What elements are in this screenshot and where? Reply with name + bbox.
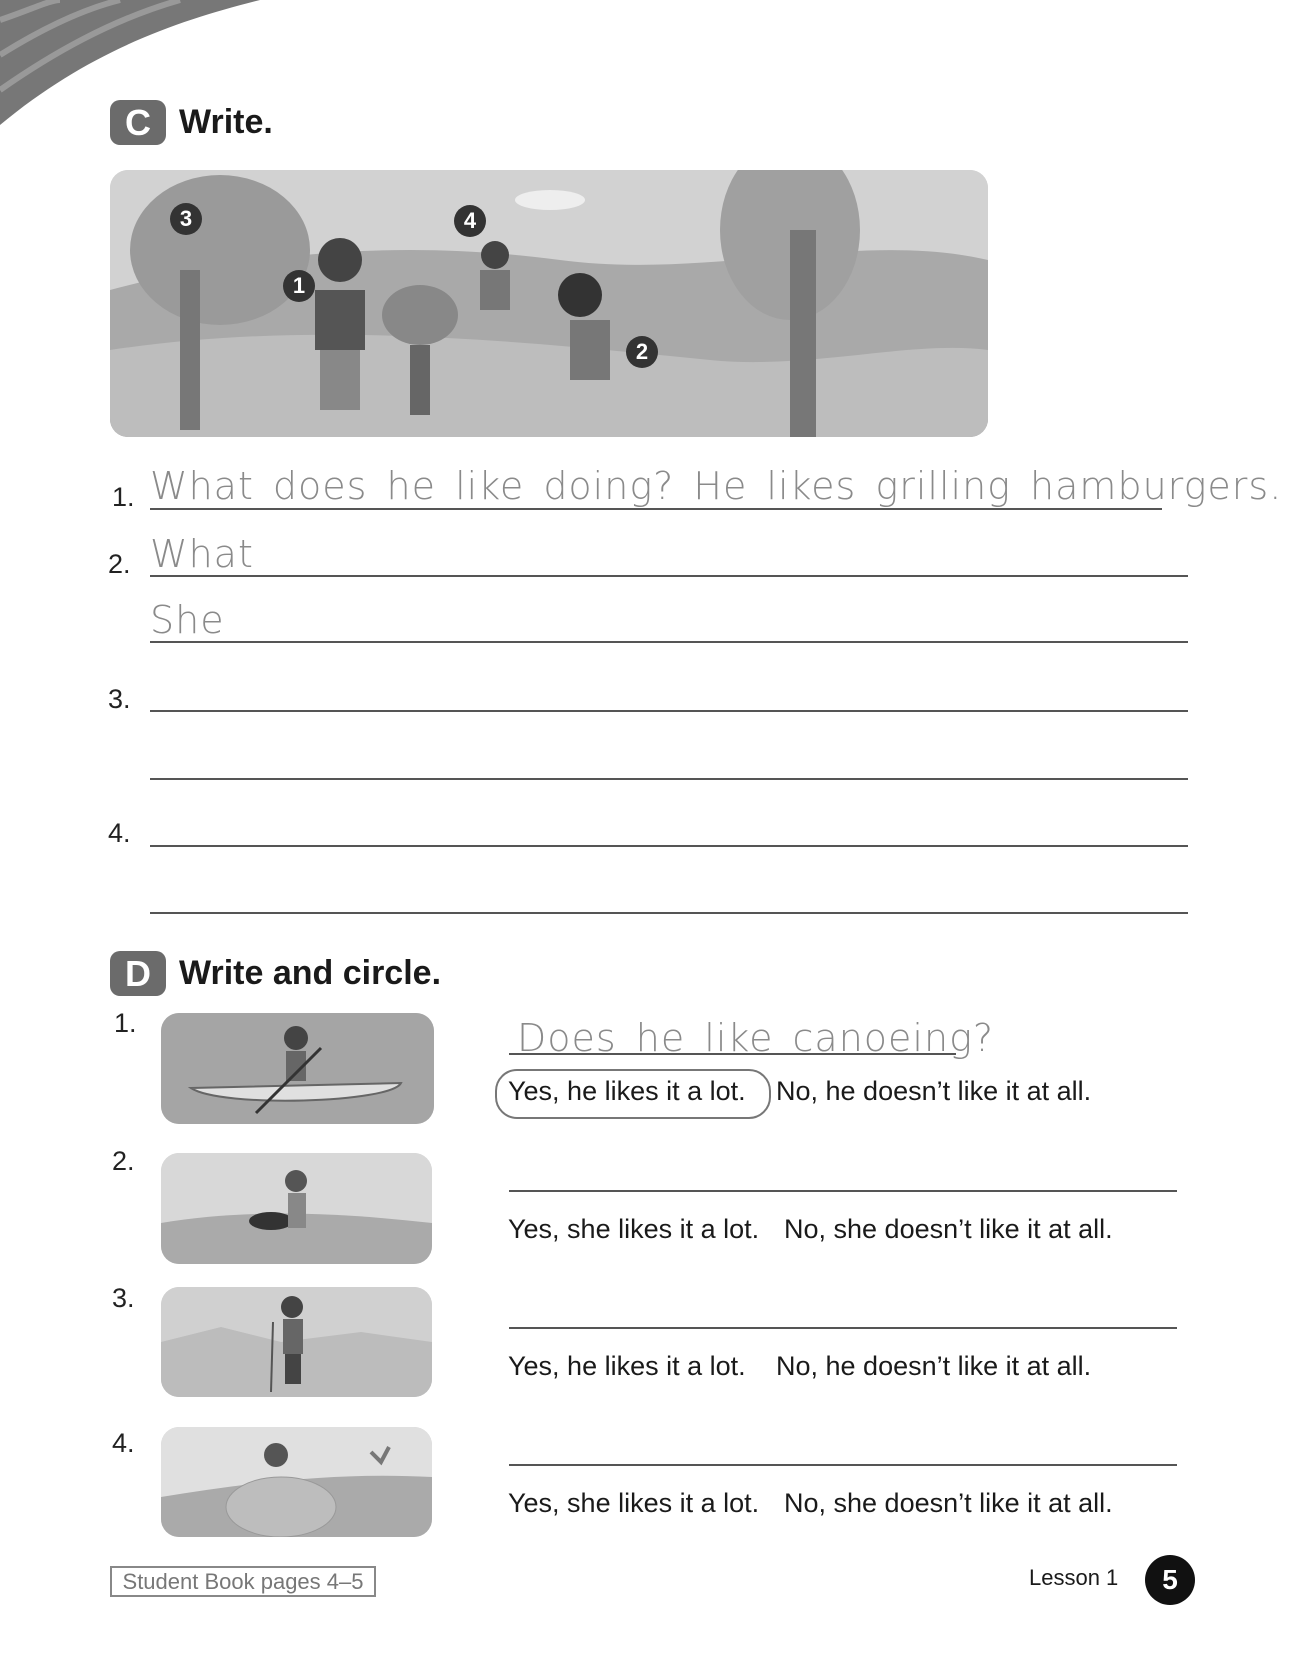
c-item-2-prompt-she: She [150, 598, 225, 642]
d-item-3-option-yes[interactable]: Yes, he likes it a lot. [508, 1351, 746, 1381]
c-item-1-line[interactable] [150, 508, 1162, 510]
d-item-1-number: 1. [114, 1008, 137, 1038]
park-scene-illustration [110, 170, 988, 437]
d-item-1-option-yes[interactable]: Yes, he likes it a lot. [508, 1076, 746, 1106]
section-c-title: Write. [179, 103, 273, 141]
grilling-illustration [161, 1153, 432, 1264]
d-item-1-line[interactable] [509, 1053, 956, 1055]
c-item-1-answer: What does he like doing? He likes grilling hamburgers. [150, 464, 1283, 508]
scene-marker-4: 4 [454, 205, 486, 237]
d-item-2-line[interactable] [509, 1190, 1177, 1192]
c-item-2-line-1[interactable] [150, 575, 1188, 577]
page-number: 5 [1145, 1555, 1195, 1605]
canoeing-illustration [161, 1013, 434, 1124]
student-book-reference: Student Book pages 4–5 [110, 1566, 376, 1597]
d-item-4-option-no[interactable]: No, she doesn’t like it at all. [784, 1488, 1113, 1518]
c-item-3-number: 3. [108, 684, 131, 714]
section-d-title: Write and circle. [179, 954, 442, 992]
section-d-badge: D [110, 951, 166, 996]
scene-marker-3: 3 [170, 203, 202, 235]
d-item-4-line[interactable] [509, 1464, 1177, 1466]
d-item-4-option-yes[interactable]: Yes, she likes it a lot. [508, 1488, 760, 1518]
d-item-3-line[interactable] [509, 1327, 1177, 1329]
c-item-1-number: 1. [112, 482, 135, 512]
d-item-2-number: 2. [112, 1146, 135, 1176]
d-item-4-number: 4. [112, 1428, 135, 1458]
section-c-badge: C [110, 100, 166, 145]
d-item-2-option-no[interactable]: No, she doesn’t like it at all. [784, 1214, 1113, 1244]
d-item-2-option-yes[interactable]: Yes, she likes it a lot. [508, 1214, 760, 1244]
leaves-illustration [161, 1427, 432, 1537]
scene-marker-1: 1 [283, 270, 315, 302]
lesson-label: Lesson 1 [1029, 1565, 1119, 1590]
c-item-4-number: 4. [108, 818, 131, 848]
c-item-2-line-2[interactable] [150, 641, 1188, 643]
d-item-3-option-no[interactable]: No, he doesn’t like it at all. [776, 1351, 1092, 1381]
c-item-3-line-2[interactable] [150, 778, 1188, 780]
c-item-2-number: 2. [108, 549, 131, 579]
scene-marker-2: 2 [626, 336, 658, 368]
d-item-1-question: Does he like canoeing? [517, 1016, 995, 1060]
hiking-illustration [161, 1287, 432, 1397]
c-item-4-line-1[interactable] [150, 845, 1188, 847]
c-item-2-prompt-what: What [150, 532, 254, 576]
c-item-4-line-2[interactable] [150, 912, 1188, 914]
d-item-3-number: 3. [112, 1283, 135, 1313]
c-item-3-line-1[interactable] [150, 710, 1188, 712]
d-item-1-option-no[interactable]: No, he doesn’t like it at all. [776, 1076, 1092, 1106]
